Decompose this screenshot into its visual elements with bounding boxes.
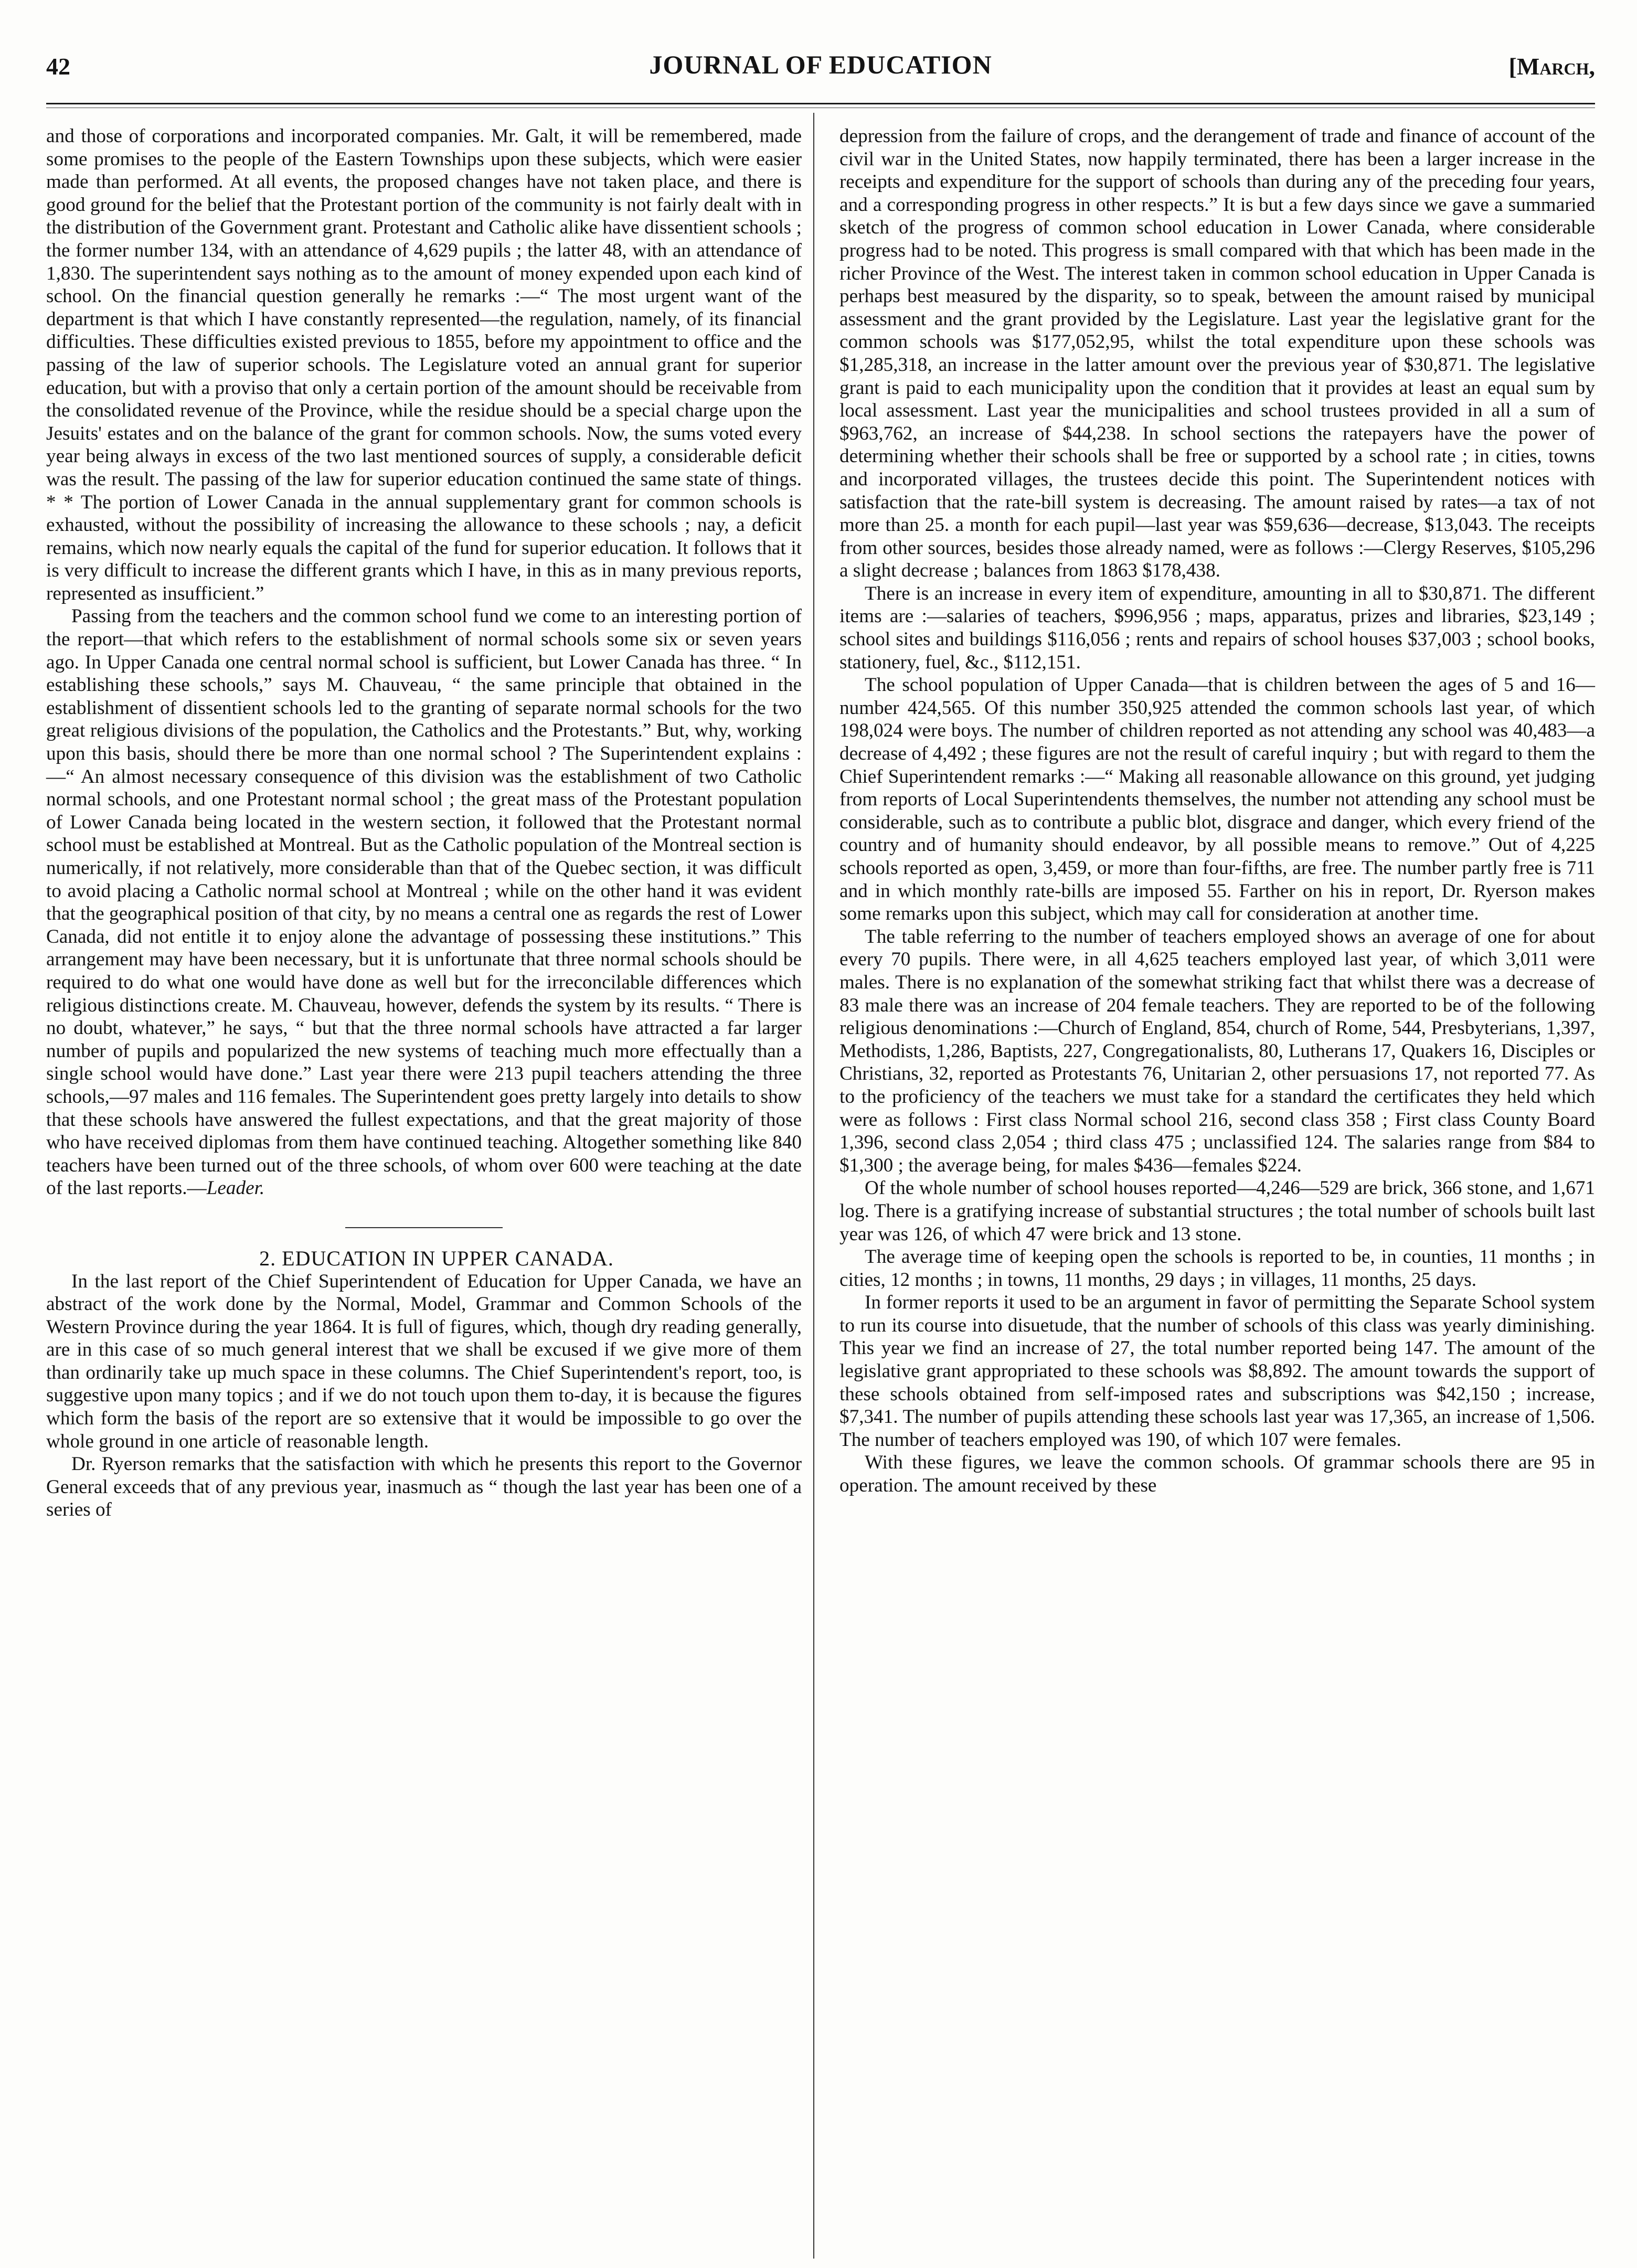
article-paragraph: With these figures, we leave the common schools. Of grammar schools there are 95 in operation. The amount received by these [839, 1452, 1595, 1497]
article-paragraph: depression from the failure of crops, and the derangement of trade and finance of account of the civil war in the United States, now happily terminated, there has been a larger increase in the receipts and expenditure for the support of schools than during any of the preceding four years, and a corresponding progress in other respects.” It is but a few days since we gave a summaried sketch of the progress of common school education in Lower Canada, where considerable progress had to be noted. This progress is small compared with that which has been made in the richer Province of the West. The interest taken in common school education in Upper Canada is perhaps best measured by the disparity, so to speak, between the amount raised by municipal assessment and the grant provided by the Legislature. Last year the legislative grant for the common schools was $177,052,95, whilst the total expenditure upon these schools was $1,285,318, an increase in the latter amount over the previous year of $30,871. The legislative grant is paid to each municipality upon the condition that it provides at least an equal sum by local assessment. Last year the municipalities and school trustees provided in all a sum of $963,762, an increase of $44,238. In school sections the ratepayers have the power of determining whether their schools shall be free or supported by a school rate ; in cities, towns and incorporated villages, the trustees decide this point. The Superintendent notices with satisfaction that the rate-bill system is decreasing. The amount raised by rates—a tax of not more than 25. a month for each pupil—last year was $59,636—decrease, $13,043. The receipts from other sources, besides those already named, were as follows :—Clergy Reserves, $105,296 a slight decrease ; balances from 1863 $178,438. [839, 125, 1595, 582]
source-credit: Leader. [206, 1177, 265, 1199]
section-heading: 2. EDUCATION IN UPPER CANADA. [259, 1246, 614, 1270]
article-paragraph: In the last report of the Chief Superintendent of Education for Upper Canada, we have an abstract of the work done by the Normal, Model, Grammar and Common Schools of the Western Province during the year 1864. It is full of figures, which, though dry reading generally, are in this case of so much general interest that we shall be excused if we give more of them than ordinarily take up much space in these columns. The Chief Superintendent's report, too, is suggestive upon many topics ; and if we do not touch upon them to-day, it is because the figures which form the basis of the report are so extensive that it would be impossible to go over the whole ground in one article of reasonable length. [46, 1270, 802, 1452]
header-rule [46, 103, 1595, 104]
article-separator [345, 1227, 503, 1228]
article-paragraph: Of the whole number of school houses reported—4,246—529 are brick, 366 stone, and 1,671 log. There is a gratifying increase of substantial structures ; the total number of schools built last year was 126, of which 47 were brick and 13 stone. [839, 1177, 1595, 1245]
right-column [839, 125, 1595, 1497]
column-divider [813, 113, 814, 2259]
article-paragraph: The table referring to the number of teachers employed shows an average of one for about every 70 pupils. There were, in all 4,625 teachers employed last year, of which 3,011 were males. There is no explanation of the somewhat striking fact that whilst there was a decrease of 83 male there was an increase of 204 female teachers. They are reported to be of the following religious denominations :—Church of England, 854, church of Rome, 544, Presbyterians, 1,397, Methodists, 1,286, Baptists, 227, Congregationalists, 80, Lutherans 17, Quakers 16, Disciples or Christians, 32, reported as Protestants 76, Unitarian 2, other persuasions 17, not reported 77. As to the proficiency of the teachers we must take for a standard the certificates they held which were as follows : First class Normal school 216, second class 358 ; First class County Board 1,396, second class 2,054 ; third class 475 ; unclassified 124. The salaries range from $84 to $1,300 ; the average being, for males $436—females $224. [839, 925, 1595, 1176]
article-paragraph: In former reports it used to be an argument in favor of permitting the Separate School system to run its course into disuetude, that the number of schools of this class was yearly diminishing. This year we find an increase of 27, the total number reported being 147. The amount of the legislative grant appropriated to these schools was $8,892. The amount towards the support of these schools obtained from self-imposed rates and subscriptions was $42,150 ; increase, $7,341. The number of pupils attending these schools last year was 17,365, an increase of 1,506. The number of teachers employed was 190, of which 107 were females. [839, 1292, 1595, 1451]
issue-month: [March, [1508, 53, 1595, 80]
left-column [46, 125, 802, 1521]
page-number: 42 [46, 53, 70, 80]
article-paragraph: There is an increase in every item of expenditure, amounting in all to $30,871. The different items are :—salaries of teachers, $996,956 ; maps, apparatus, prizes and libraries, $23,149 ; school sites and buildings $116,056 ; rents and repairs of school houses $37,003 ; school books, stationery, fuel, &c., $112,151. [839, 582, 1595, 673]
article-text: Passing from the teachers and the common school fund we come to an interesting portion of the report—that which refers to the establishment of normal schools some six or seven years ago. In Upper Canada one central normal school is sufficient, but Lower Canada has three. “ In establishing these schools,” says M. Chauveau, “ the same principle that obtained in the establishment of dissentient schools led to the granting of separate normal schools for the two great religious divisions of the population, the Catholics and the Protestants.” But, why, working upon this basis, should there be more than one normal school ? The Superintendent explains :—“ An almost necessary consequence of this division was the establishment of two Catholic normal schools, and one Protestant normal school ; the great mass of the Protestant population of Lower Canada being located in the western section, it followed that the Protestant normal school must be established at Montreal. But as the Catholic population of the Montreal section is numerically, if not relatively, more considerable than that of the Quebec section, it was difficult to avoid placing a Catholic normal school at Montreal ; while on the other hand it was evident that the geographical position of that city, by no means a central one as regards the rest of Lower Canada, did not entitle it to enjoy alone the advantage of possessing these institutions.” This arrangement may have been necessary, but it is unfortunate that three normal schools should be required to do what one would have done as well but for the irreconcilable differences which religious distinctions create. M. Chauveau, however, defends the system by its results. “ There is no doubt, whatever,” he says, “ but that the three normal schools have attracted a far larger number of pupils and popularized the new systems of teaching much more effectually than a single school would have done.” Last year there were 213 pupil teachers attending the three schools,—97 males and 116 females. The Superintendent goes pretty largely into details to show that these schools have answered the fullest expectations, and that the great majority of those who have received diplomas from them have continued teaching. Altogether something like 840 teachers have been turned out of the three schools, of whom over 600 were teaching at the date of the last reports.— [46, 605, 802, 1199]
journal-title: JOURNAL OF EDUCATION [649, 50, 992, 79]
running-header [46, 47, 1595, 89]
article-paragraph: and those of corporations and incorporated companies. Mr. Galt, it will be remembered, made some promises to the people of the Eastern Townships upon these subjects, which were easier made than performed. At all events, the proposed changes have not taken place, and there is good ground for the belief that the Protestant portion of the community is not fairly dealt with in the distribution of the Government grant. Protestant and Catholic alike have dissentient schools ; the former number 134, with an attendance of 4,629 pupils ; the latter 48, with an attendance of 1,830. The superintendent says nothing as to the amount of money expended upon each kind of school. On the financial question generally he remarks :—“ The most urgent want of the department is that which I have constantly represented—the regulation, namely, of its financial difficulties. These difficulties existed previous to 1855, before my appointment to office and the passing of the law of superior schools. The Legislature voted an annual grant for superior education, but with a proviso that only a certain portion of the amount should be receivable from the consolidated revenue of the Province, while the residue should be a special charge upon the Jesuits' estates and on the balance of the grant for common schools. Now, the sums voted every year being always in excess of the two last mentioned sources of supply, a considerable deficit was the result. The passing of the law for superior education continued the same state of things. * * The portion of Lower Canada in the annual supplementary grant for common schools is exhausted, without the possibility of increasing the allowance to these schools ; nay, a deficit remains, which now nearly equals the capital of the fund for superior education. It follows that it is very difficult to increase the different grants which I have, in this as in many previous reports, represented as insufficient.” [46, 125, 802, 604]
article-paragraph: The average time of keeping open the schools is reported to be, in counties, 11 months ; in cities, 12 months ; in towns, 11 months, 29 days ; in villages, 11 months, 25 days. [839, 1246, 1595, 1291]
article-paragraph: The school population of Upper Canada—that is children between the ages of 5 and 16—number 424,565. Of this number 350,925 attended the common schools last year, of which 198,024 were boys. The number of children reported as not attending any school was 40,483—a decrease of 4,492 ; these figures are not the result of careful inquiry ; but with regard to them the Chief Superintendent remarks :—“ Making all reasonable allowance on this ground, yet judging from reports of Local Superintendents themselves, the number not attending any school must be considerable, such as to contribute a public blot, disgrace and danger, which every friend of the country and of humanity should endeavor, by all possible means to remove.” Out of 4,225 schools reported as open, 3,459, or more than four-fifths, are free. The number partly free is 711 and in which monthly rate-bills are imposed 55. Farther on his in report, Dr. Ryerson makes some remarks upon this subject, which may call for consideration at another time. [839, 674, 1595, 925]
article-paragraph [46, 605, 802, 1199]
article-paragraph: Dr. Ryerson remarks that the satisfaction with which he presents this report to the Governor General exceeds that of any previous year, inasmuch as “ though the last year has been one of a series of [46, 1453, 802, 1521]
